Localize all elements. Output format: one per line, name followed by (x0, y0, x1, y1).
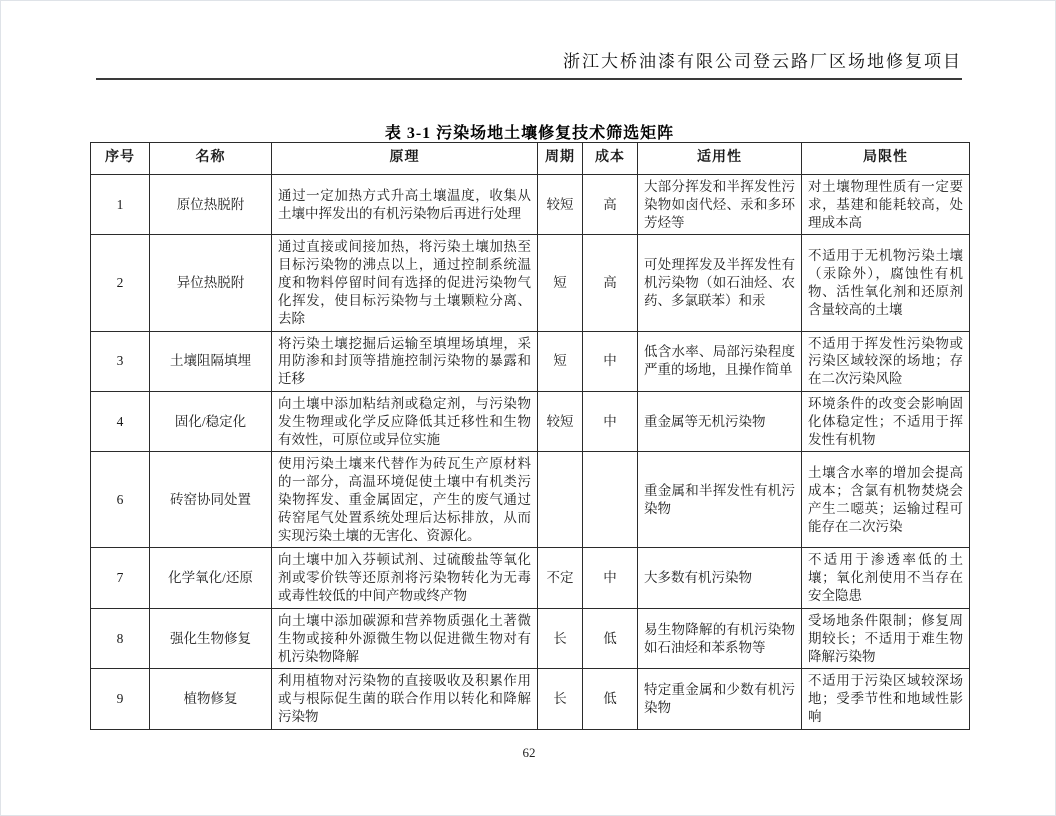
table-row (91, 669, 970, 729)
header-rule (96, 78, 962, 80)
cell-principle: 使用污染土壤来代替作为砖瓦生产原材料的一部分，高温环境促使土壤中有机类污染物挥发、重金属固定，产生的废气通过砖窑尾气处置系统处理后达标排放，从而实现污染土壤的无害化、资源化。 (272, 452, 538, 548)
cell-period: 较短 (538, 391, 583, 451)
cell-limitation: 土壤含水率的增加会提高成本；含氯有机物焚烧会产生二噁英；运输过程可能存在二次污染 (802, 452, 970, 548)
cell-period: 长 (538, 608, 583, 668)
cell-name: 植物修复 (150, 669, 272, 729)
cell-applicability: 大部分挥发和半挥发性污染物如卤代烃、汞和多环芳烃等 (638, 175, 802, 235)
screening-matrix-table (90, 142, 970, 730)
column-header-cost: 成本 (583, 143, 638, 175)
cell-cost: 中 (583, 391, 638, 451)
column-header-applicability: 适用性 (638, 143, 802, 175)
cell-limitation: 不适用于渗透率低的土壤；氧化剂使用不当存在安全隐患 (802, 548, 970, 608)
cell-principle: 向土壤中加入芬顿试剂、过硫酸盐等氧化剂或零价铁等还原剂将污染物转化为无毒或毒性较低的中间产物或终产物 (272, 548, 538, 608)
table-title: 表 3-1 污染场地土壤修复技术筛选矩阵 (384, 125, 675, 142)
page-header (96, 47, 962, 72)
cell-name: 原位热脱附 (150, 175, 272, 235)
cell-period: 短 (538, 331, 583, 391)
cell-no: 3 (91, 331, 150, 391)
cell-limitation: 不适用于挥发性污染物或污染区域较深的场地；存在二次污染风险 (802, 331, 970, 391)
cell-cost: 低 (583, 669, 638, 729)
cell-principle: 向土壤中添加粘结剂或稳定剂，与污染物发生物理或化学反应降低其迁移性和生物有效性，可原位或异位实施 (272, 391, 538, 451)
column-header-principle: 原理 (272, 143, 538, 175)
cell-period (538, 452, 583, 548)
cell-period: 长 (538, 669, 583, 729)
cell-principle: 将污染土壤挖掘后运输至填埋场填埋，采用防渗和封顶等措施控制污染物的暴露和迁移 (272, 331, 538, 391)
cell-no: 8 (91, 608, 150, 668)
cell-applicability: 低含水率、局部污染程度严重的场地，且操作简单 (638, 331, 802, 391)
table-header-row (91, 143, 970, 175)
table-row (91, 608, 970, 668)
cell-period: 不定 (538, 548, 583, 608)
cell-limitation: 不适用于污染区域较深场地；受季节性和地域性影响 (802, 669, 970, 729)
cell-name: 强化生物修复 (150, 608, 272, 668)
table-row (91, 548, 970, 608)
cell-cost: 高 (583, 235, 638, 331)
cell-principle: 通过直接或间接加热，将污染土壤加热至目标污染物的沸点以上，通过控制系统温度和物料停留时间有选择的促进污染物气化挥发，使目标污染物与土壤颗粒分离、去除 (272, 235, 538, 331)
cell-name: 化学氧化/还原 (150, 548, 272, 608)
cell-principle: 向土壤中添加碳源和营养物质强化土著微生物或接种外源微生物以促进微生物对有机污染物降解 (272, 608, 538, 668)
cell-principle: 通过一定加热方式升高土壤温度，收集从土壤中挥发出的有机污染物后再进行处理 (272, 175, 538, 235)
cell-applicability: 重金属等无机污染物 (638, 391, 802, 451)
cell-applicability: 可处理挥发及半挥发性有机污染物（如石油烃、农药、多氯联苯）和汞 (638, 235, 802, 331)
page-number: 62 (522, 745, 536, 760)
cell-name: 砖窑协同处置 (150, 452, 272, 548)
header-title: 浙江大桥油漆有限公司登云路厂区场地修复项目 (563, 52, 962, 71)
cell-no: 2 (91, 235, 150, 331)
cell-limitation: 不适用于无机物污染土壤（汞除外），腐蚀性有机物、活性氧化剂和还原剂含量较高的土壤 (802, 235, 970, 331)
cell-name: 异位热脱附 (150, 235, 272, 331)
column-header-limitation: 局限性 (802, 143, 970, 175)
cell-no: 7 (91, 548, 150, 608)
cell-period: 短 (538, 235, 583, 331)
table-row (91, 391, 970, 451)
cell-limitation: 对土壤物理性质有一定要求，基建和能耗较高，处理成本高 (802, 175, 970, 235)
table-row (91, 331, 970, 391)
table-row (91, 452, 970, 548)
cell-principle: 利用植物对污染物的直接吸收及积累作用或与根际促生菌的联合作用以转化和降解污染物 (272, 669, 538, 729)
cell-cost: 高 (583, 175, 638, 235)
column-header-no: 序号 (91, 143, 150, 175)
cell-no: 9 (91, 669, 150, 729)
cell-cost: 低 (583, 608, 638, 668)
cell-period: 较短 (538, 175, 583, 235)
cell-no: 1 (91, 175, 150, 235)
cell-no: 4 (91, 391, 150, 451)
column-header-period: 周期 (538, 143, 583, 175)
cell-limitation: 受场地条件限制；修复周期较长；不适用于难生物降解污染物 (802, 608, 970, 668)
cell-applicability: 易生物降解的有机污染物如石油烃和苯系物等 (638, 608, 802, 668)
cell-no: 6 (91, 452, 150, 548)
column-header-name: 名称 (150, 143, 272, 175)
cell-cost (583, 452, 638, 548)
cell-cost: 中 (583, 331, 638, 391)
cell-name: 土壤阻隔填埋 (150, 331, 272, 391)
cell-cost: 中 (583, 548, 638, 608)
cell-applicability: 重金属和半挥发性有机污染物 (638, 452, 802, 548)
cell-name: 固化/稳定化 (150, 391, 272, 451)
cell-applicability: 大多数有机污染物 (638, 548, 802, 608)
table-row (91, 235, 970, 331)
cell-applicability: 特定重金属和少数有机污染物 (638, 669, 802, 729)
cell-limitation: 环境条件的改变会影响固化体稳定性；不适用于挥发性有机物 (802, 391, 970, 451)
table-row (91, 175, 970, 235)
